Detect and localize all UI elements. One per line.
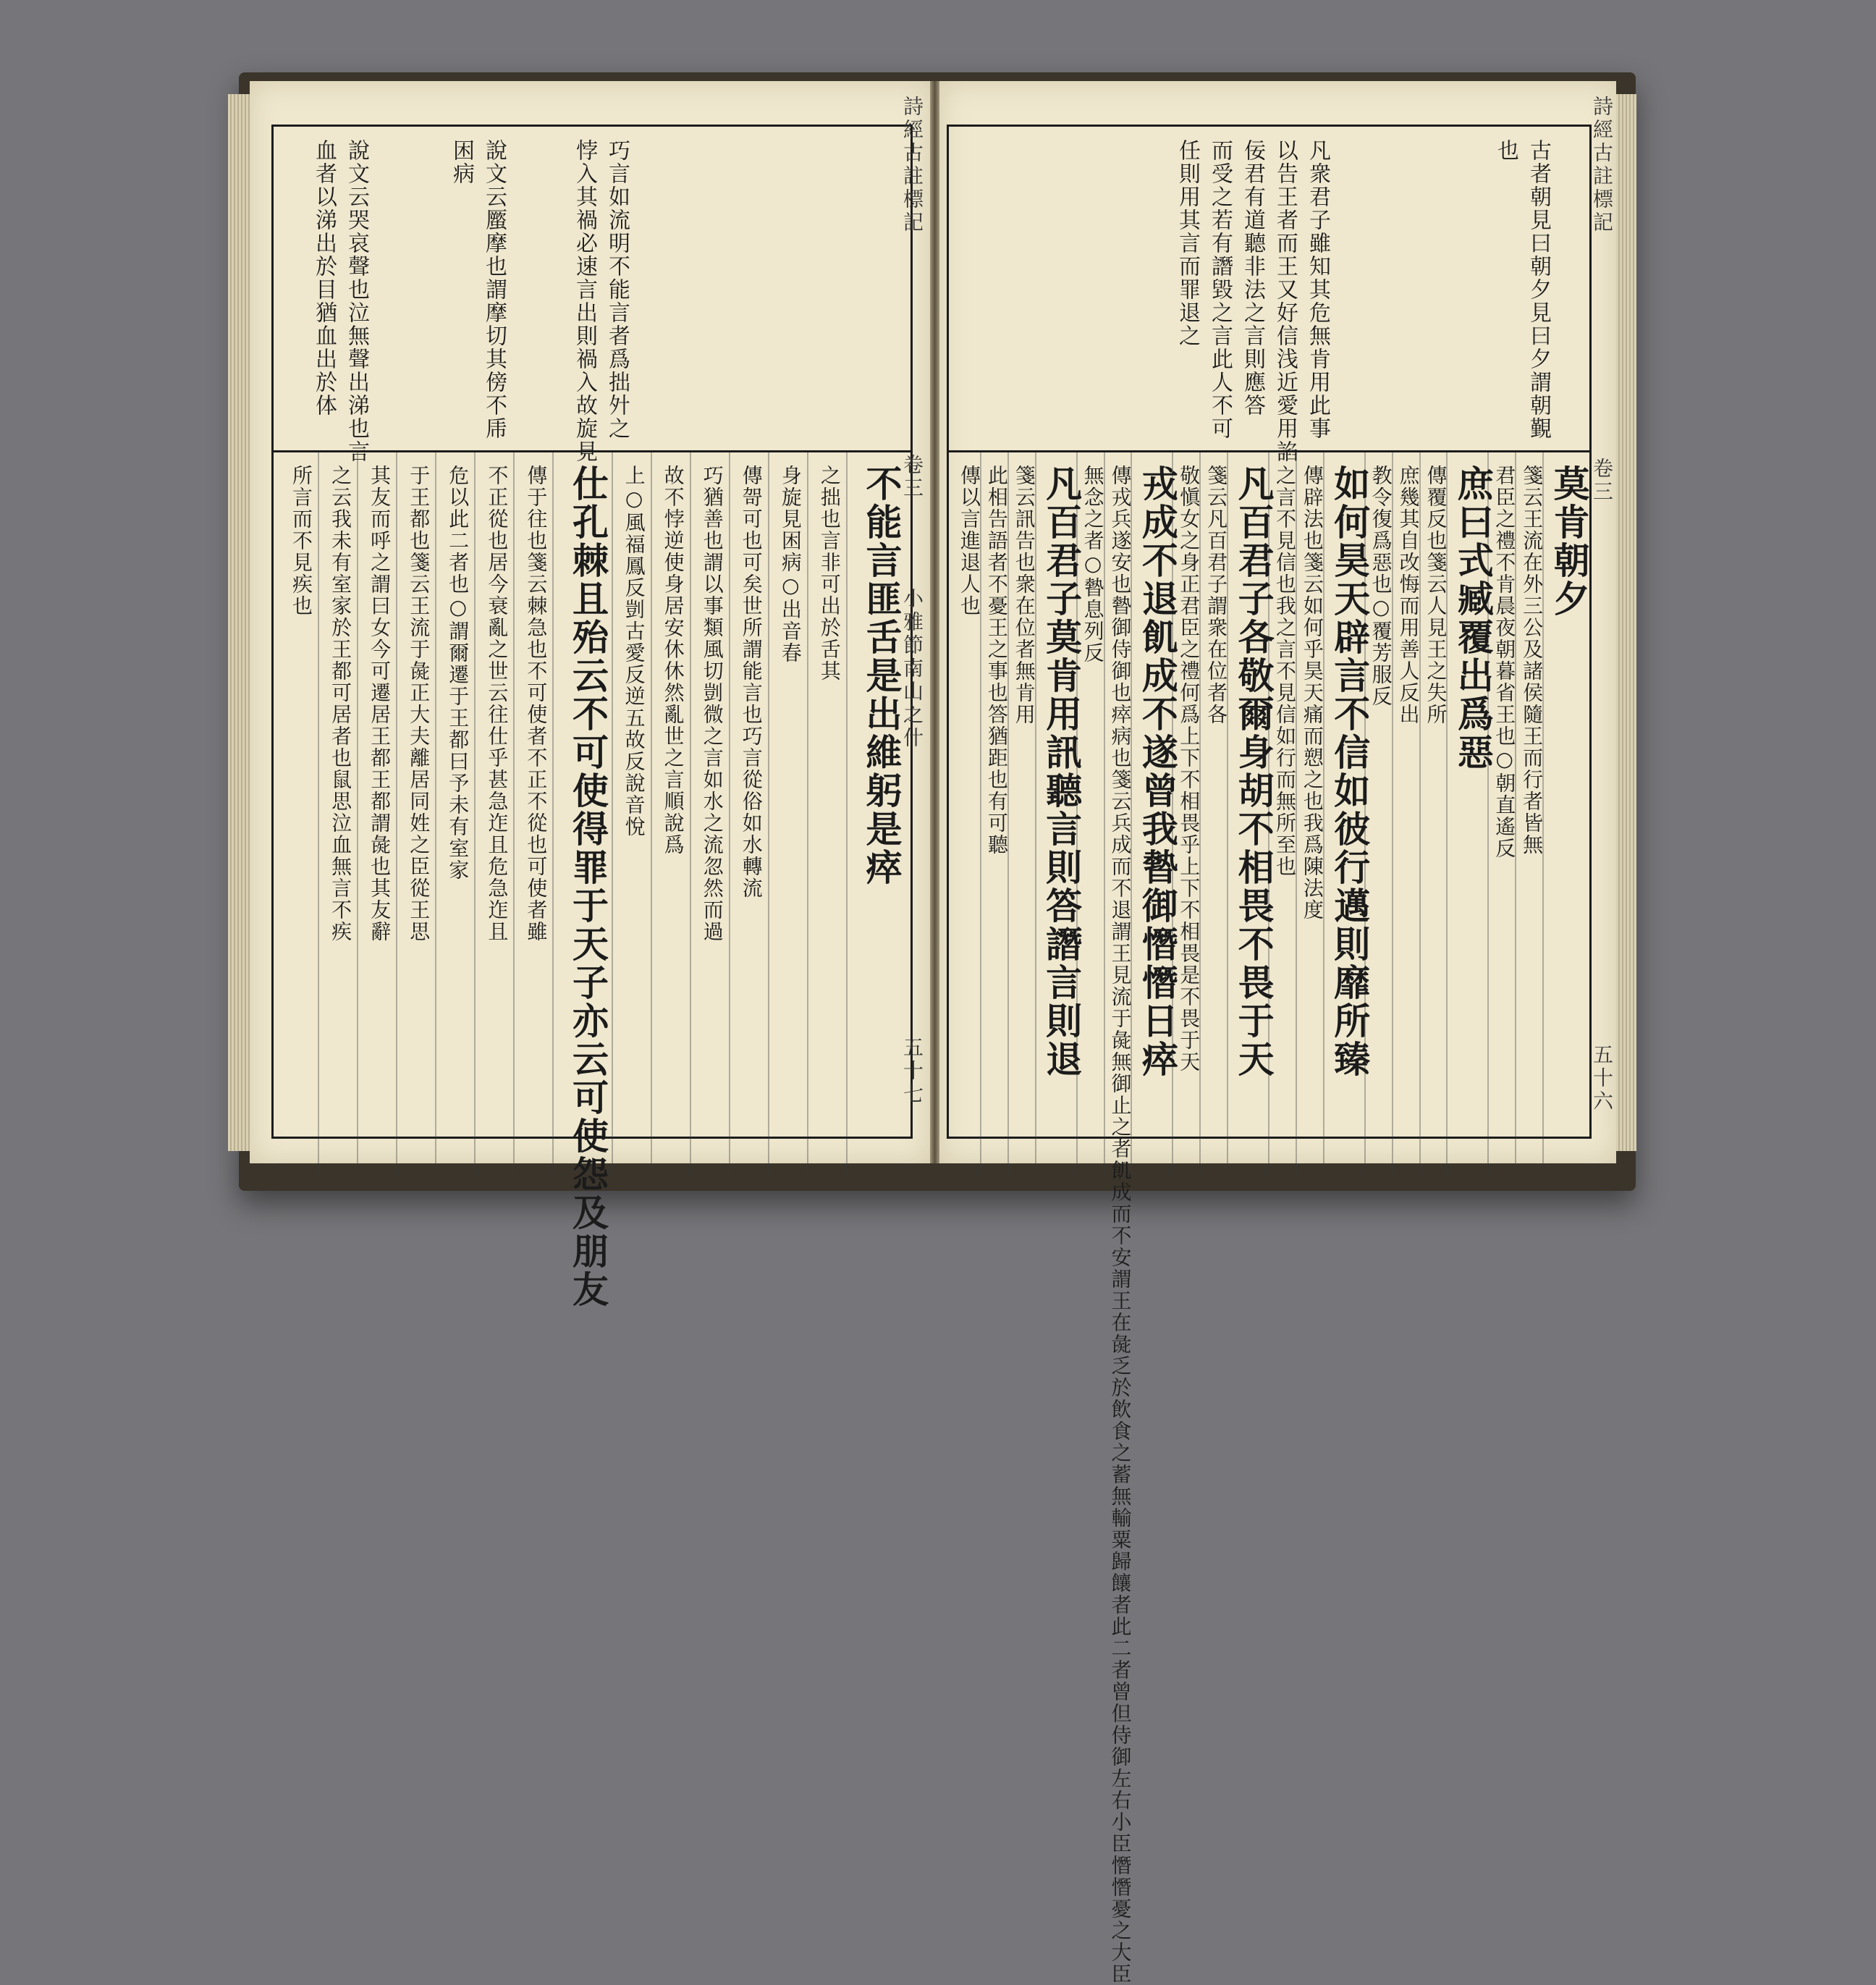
column-rule <box>357 452 358 1176</box>
column-rule <box>729 452 730 1176</box>
right-head-note: 以告王者而王又好信浅近愛用諂 <box>1272 139 1298 463</box>
main-text-column: 莫肯朝夕 <box>1547 465 1591 618</box>
right-margin-title: 詩經古註標記 <box>1590 96 1614 235</box>
commentary-column: 上○風福鳳反剴古愛反逆五故反說音悅 <box>622 465 646 838</box>
left-head-note: 巧言如流明不能言者爲拙㚈之 <box>604 139 630 440</box>
right-head-note: 而受之若有譖毀之言此人不可 <box>1207 139 1233 440</box>
left-margin-section: 小雅節南山之什 <box>900 588 924 750</box>
right-head-note: 凡衆君子雖知其危無肯用此事 <box>1305 139 1330 440</box>
right-margin-volume: 卷三 <box>1590 458 1614 504</box>
main-text-column: 庶曰式臧覆出爲惡 <box>1451 465 1495 772</box>
left-margin-title: 詩經古註標記 <box>900 96 924 235</box>
column-rule <box>768 452 769 1176</box>
right-head-note: 佞君有道聽非法之言則應答 <box>1240 139 1265 417</box>
commentary-column: 箋云王流在外三公及諸侯隨王而行者皆無 <box>1520 465 1545 856</box>
commentary-column: 傳哿可也可矣世所謂能言也巧言從俗如水轉流 <box>739 465 764 899</box>
commentary-column: 其友而呼之謂曰女今可遷居王都王都謂彘也其友辭 <box>368 465 392 943</box>
page-stack-left <box>228 94 250 1151</box>
left-head-note: 困病 <box>449 139 474 185</box>
left-head-note: 說文云哭哀聲也泣無聲出涕也言 <box>344 139 369 463</box>
commentary-column: 無念之者○暬息列反 <box>1081 465 1105 664</box>
main-text-column: 戎成不退飢成不遂曾我暬御憯憯日瘁 <box>1136 465 1179 1079</box>
main-text-column: 不能言匪舌是出維躬是瘁 <box>860 465 903 887</box>
right-head-note: 任則用其言而罪退之 <box>1175 139 1200 347</box>
column-rule <box>552 452 554 1176</box>
column-rule <box>396 452 397 1176</box>
commentary-column: 之言不見信也我之言不見信如行而無所至也 <box>1272 465 1297 877</box>
book-gutter <box>930 81 939 1163</box>
main-text-column: 如何昊天辟言不信如彼行邁則靡所臻 <box>1328 465 1372 1079</box>
commentary-column: 之云我未有室家於王都可居者也鼠思泣血無言不疾 <box>329 465 353 943</box>
commentary-column: 箋云訊告也衆在位者無肯用 <box>1012 465 1036 725</box>
column-rule <box>651 452 652 1176</box>
left-page <box>250 81 930 1309</box>
commentary-column: 巧猶善也謂以事類風切剴微之言如水之流忽然而過 <box>700 465 724 943</box>
right-head-note: 也 <box>1493 139 1518 162</box>
commentary-column: 敬愼女之身正君臣之禮何爲上下不相畏乎上下不相畏是不畏于天 <box>1177 465 1201 1073</box>
right-margin-page: 五十六 <box>1590 1044 1614 1113</box>
column-rule <box>846 452 848 1176</box>
column-rule <box>318 452 319 1176</box>
commentary-column: 之拙也言非可出於舌其 <box>817 465 842 682</box>
commentary-column: 危以此二者也○謂爾遷于王都曰予未有室家 <box>446 465 470 881</box>
page-stack-right <box>1616 94 1636 1151</box>
right-head-note: 古者朝見曰朝夕見曰夕謂朝覲 <box>1526 139 1551 440</box>
commentary-column: 此相告語者不憂王之事也答猶距也有可聽 <box>984 465 1009 856</box>
column-rule <box>513 452 515 1176</box>
commentary-column: 傳覆反也箋云人見王之失所 <box>1424 465 1448 725</box>
commentary-column: 君臣之禮不肯晨夜朝暮省王也○朝直遙反 <box>1492 465 1517 859</box>
main-text-column: 仕孔棘且殆云不可使得罪于天子亦云可使怨及朋友 <box>566 465 609 1309</box>
commentary-column: 不正從也居今衰亂之世云往仕乎甚急迮且危急迮且 <box>485 465 510 943</box>
commentary-column: 傳以言進退人也 <box>957 465 981 617</box>
main-text-column: 凡百君子各敬爾身胡不相畏不畏于天 <box>1232 465 1275 1079</box>
commentary-column: 于王都也箋云王流于彘正大夫離居同姓之臣從王思 <box>407 465 431 943</box>
left-head-note: 悖入其禍必速言出則禍入故旋見 <box>572 139 597 463</box>
left-margin-page: 五十七 <box>900 1037 924 1106</box>
commentary-column: 傳于往也箋云棘急也不可使者不正不從也可使者雖 <box>524 465 549 943</box>
column-rule <box>807 452 808 1176</box>
right-page <box>939 81 1616 1985</box>
commentary-column: 傳戎兵遂安也暬御侍御也瘁病也箋云兵成而不退謂王見流于彘無御止之者飢成而不安謂王在彘乏於飲食之蓄無輸粟歸饟者此二者曾但侍御左右小臣憯憯憂之大臣 <box>1108 465 1133 1985</box>
commentary-column: 庶幾其自改悔而用善人反出 <box>1396 465 1421 725</box>
column-rule <box>690 452 691 1176</box>
commentary-column: 教令復爲惡也○覆芳服反 <box>1369 465 1393 707</box>
column-rule <box>474 452 476 1176</box>
column-rule <box>435 452 436 1176</box>
left-head-note: 血者以涕出於目猶血出於体 <box>311 139 337 417</box>
main-text-column: 凡百君子莫肯用訊聽言則答譖言則退 <box>1040 465 1083 1079</box>
commentary-column: 故不悖逆使身居安休休然亂世之言順說爲 <box>661 465 685 856</box>
commentary-column: 身旋見困病○出音春 <box>778 465 803 664</box>
commentary-column: 箋云凡百君子謂衆在位者各 <box>1204 465 1229 725</box>
commentary-column: 所言而不見疾也 <box>290 465 314 617</box>
left-head-note: 說文云蟨摩也謂摩切其傍不乕 <box>481 139 507 440</box>
commentary-column: 傳辟法也箋云如何乎昊天痛而愬之也我爲陳法度 <box>1300 465 1324 921</box>
left-margin-volume: 卷三 <box>900 454 924 500</box>
